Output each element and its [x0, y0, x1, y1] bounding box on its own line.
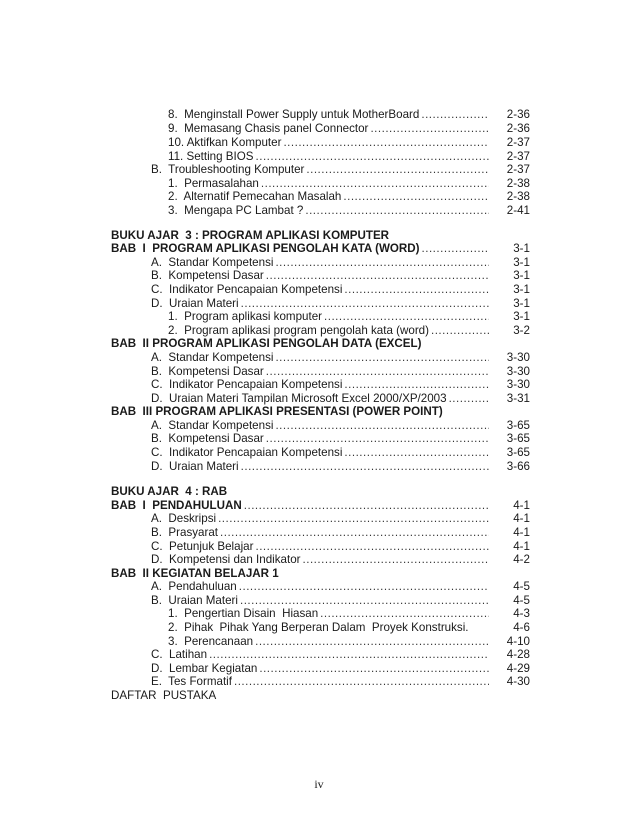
section-heading-label: BUKU AJAR 4 : RAB — [111, 485, 228, 499]
toc-entry-page: 4-30 — [506, 675, 530, 689]
toc-entry-label: A. Standar Kompetensi — [151, 418, 274, 432]
toc-entry-label: D. Uraian Materi — [151, 459, 239, 473]
toc-entry-label: 2. Program aplikasi program pengolah kata (word) — [168, 323, 429, 337]
toc-entry-page: 3-1 — [513, 255, 530, 269]
toc-entry-page: 3-30 — [506, 350, 530, 364]
toc-entry-page: 4-5 — [513, 580, 530, 594]
toc-entry-page: 3-65 — [506, 446, 530, 460]
toc-entry-label: B. Kompetensi Dasar — [151, 269, 264, 283]
toc-entry-page: 3-1 — [513, 296, 530, 310]
page-number: iv — [314, 777, 324, 791]
toc-entry-page: 2-37 — [506, 136, 530, 150]
toc-entry-page: 3-65 — [506, 418, 530, 432]
toc-entry-label: 2. Pihak Pihak Yang Berperan Dalam Proyek Konstruksi. — [168, 621, 469, 635]
toc-entry-page: 4-1 — [513, 525, 530, 539]
toc-entry-label: B. Kompetensi Dasar — [151, 364, 264, 378]
toc-entry-label: 8. Menginstall Power Supply untuk MotherBoard — [168, 108, 420, 121]
toc-entry-page: 3-1 — [513, 282, 530, 296]
toc-entry-page: 3-1 — [513, 310, 530, 324]
toc-entry — [151, 459, 530, 475]
toc-entry-label: B. Kompetensi Dasar — [151, 432, 264, 446]
toc-entry-label: B. Troubleshooting Komputer — [151, 163, 305, 177]
toc-entry-label: C. Indikator Pencapaian Kompetensi — [151, 446, 343, 460]
dot-leader — [241, 459, 489, 475]
toc-entry-label: DAFTAR PUSTAKA — [111, 689, 217, 702]
toc-entry-label: C. Latihan — [151, 648, 208, 662]
toc-entry-label: 1. Pengertian Disain Hiasan — [168, 607, 319, 621]
toc-entry-page: 4-28 — [506, 648, 530, 662]
toc-entry-page: 3-31 — [506, 391, 530, 405]
toc-entry-label: D. Uraian Materi — [151, 296, 239, 310]
chapter-entry-label: BAB I PENDAHULUAN — [111, 498, 242, 512]
toc-entry-page: 4-3 — [513, 607, 530, 621]
toc-entry-page: 3-30 — [506, 364, 530, 378]
toc-entry-label: A. Pendahuluan — [151, 580, 237, 594]
toc-entry-page: 3-66 — [506, 459, 530, 473]
toc-entry-label: 3. Perencanaan — [168, 634, 254, 648]
toc-entry-label: B. Uraian Materi — [151, 593, 238, 607]
toc-entry-page: 4-2 — [513, 553, 530, 567]
dot-leader — [305, 203, 489, 219]
toc-entry-page: 3-1 — [513, 242, 530, 256]
toc-entry-label: 1. Permasalahan — [168, 176, 259, 190]
toc-entry-label: B. Prasyarat — [151, 525, 219, 539]
toc-entry-label: D. Lembar Kegiatan — [151, 661, 258, 675]
toc-entry-label: 1. Program aplikasi komputer — [168, 310, 323, 324]
toc-entry-label: 9. Memasang Chasis panel Connector — [168, 122, 369, 136]
toc-entry-page: 4-29 — [506, 661, 530, 675]
toc-entry-page: 2-36 — [506, 108, 530, 121]
toc-entry-label: C. Petunjuk Belajar — [151, 539, 254, 553]
toc-entry-label: A. Standar Kompetensi — [151, 255, 274, 269]
section-heading-label: BUKU AJAR 3 : PROGRAM APLIKASI KOMPUTER — [111, 228, 390, 242]
toc-entry-page: 2-38 — [506, 176, 530, 190]
toc-entry-label: D. Kompetensi dan Indikator — [151, 553, 301, 567]
toc-entry-page: 4-1 — [513, 539, 530, 553]
toc-entry-page: 3-30 — [506, 378, 530, 392]
toc-entry-page: 4-10 — [506, 634, 530, 648]
toc-entry-page: 3-1 — [513, 269, 530, 283]
chapter-entry-label: BAB I PROGRAM APLIKASI PENGOLAH KATA (WORD) — [111, 242, 420, 256]
toc-entry-label: A. Standar Kompetensi — [151, 350, 274, 364]
toc-entry-label: D. Uraian Materi Tampilan Microsoft Excel 2000/XP/2003 — [151, 391, 447, 405]
toc-entry-label: A. Deskripsi — [151, 512, 217, 526]
toc-entry-page: 3-2 — [513, 323, 530, 337]
toc-entry-page: 3-65 — [506, 432, 530, 446]
chapter-heading-label: BAB III PROGRAM APLIKASI PRESENTASI (POWER POINT) — [111, 405, 443, 419]
toc-entry-label: 11. Setting BIOS — [168, 149, 254, 163]
toc-entry-label: 2. Alternatif Pemecahan Masalah — [168, 190, 342, 204]
toc-entry-page: 2-37 — [506, 149, 530, 163]
toc-entry — [111, 688, 530, 704]
toc-entry-page: 2-41 — [506, 203, 530, 217]
toc-entry-label: C. Indikator Pencapaian Kompetensi — [151, 282, 343, 296]
toc-entry-label: 3. Mengapa PC Lambat ? — [168, 203, 304, 217]
chapter-heading-label: BAB II PROGRAM APLIKASI PENGOLAH DATA (EXCEL) — [111, 337, 422, 351]
toc-entry-page: 4-6 — [513, 621, 530, 635]
toc-entry-page: 4-5 — [513, 593, 530, 607]
toc-entry-page: 4-1 — [513, 498, 530, 512]
chapter-heading-label: BAB II KEGIATAN BELAJAR 1 — [111, 566, 279, 580]
toc-entry-label: 10. Aktifkan Komputer — [168, 136, 282, 150]
toc-entry-label: C. Indikator Pencapaian Kompetensi — [151, 378, 343, 392]
toc-entry-page: 2-37 — [506, 163, 530, 177]
toc-entry-page: 4-1 — [513, 512, 530, 526]
toc-entry-page: 2-38 — [506, 190, 530, 204]
toc-entry — [168, 203, 530, 219]
toc-entry-label: E. Tes Formatif — [151, 675, 232, 689]
toc-entry-page: 2-36 — [506, 122, 530, 136]
